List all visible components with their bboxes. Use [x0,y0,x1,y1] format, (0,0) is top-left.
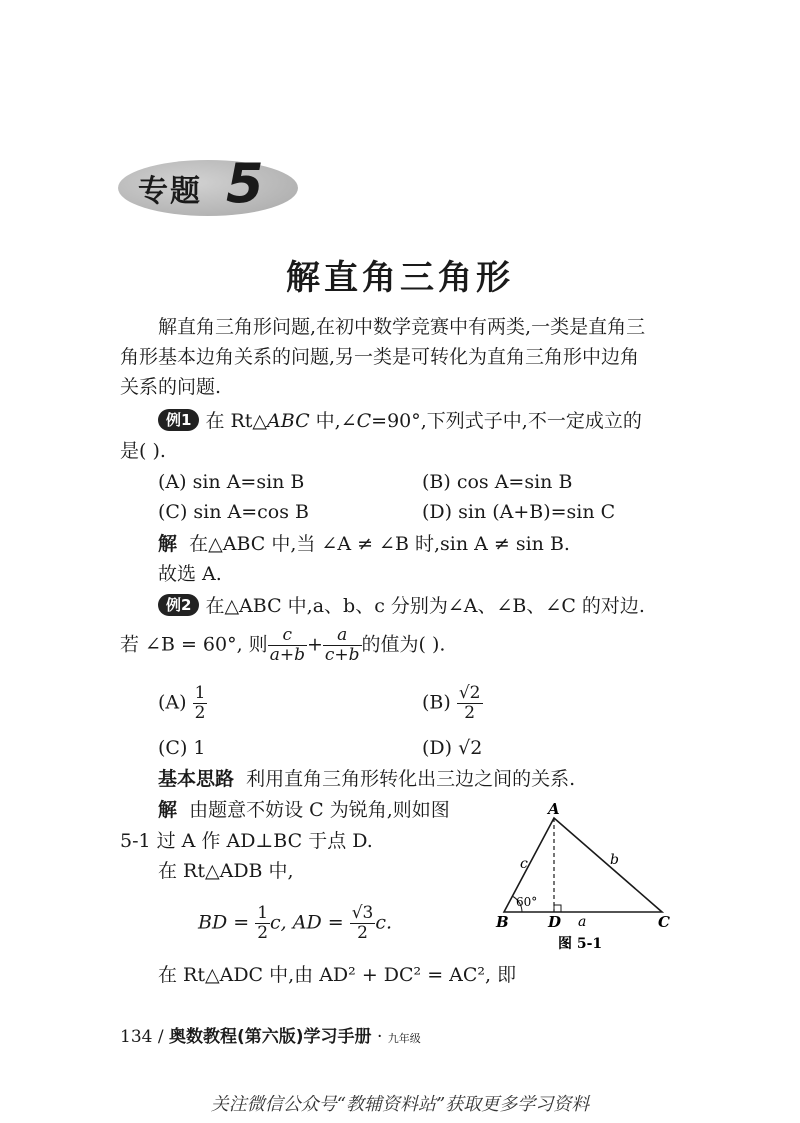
example2-option-b: (B) $\frac{√2}{2}$ [422,683,481,723]
side-a-label: a [578,914,587,930]
example1-answer: 故选 A. [158,563,222,585]
example1-q-c: C [356,410,372,432]
example1-option-d: (D) sin (A+B)=sin C [422,501,616,523]
example1-option-c: (C) sin A=cos B [158,501,309,523]
triangle-figure [488,802,678,954]
example2-solution [158,797,450,823]
side-c-label: c [520,856,528,872]
side-b-label: b [610,852,619,868]
page-footer [120,1022,421,1047]
example2-tag: 例2 [158,594,199,616]
fraction-one-half-eq: $\frac{1}{2}$ [257,903,269,943]
example1-q-post: =90°,下列式子中,不一定成立的 [371,410,642,432]
example2-solution-label: 解 [158,799,178,821]
angle-60-label: 60° [516,895,538,909]
topic-label: 专题 [138,174,202,209]
example1-question-line2: 是( ). [120,440,166,462]
fraction-c-over-a-plus-b: $\frac{c}{a+b}$ [269,625,305,665]
example1-q-abc: ABC [267,410,310,432]
example2-idea [158,766,575,792]
example2-solution-line3: 在 Rt△ADB 中, [158,860,294,882]
plus-sign: + [306,633,323,656]
example2-question-line2 [120,626,445,665]
example1-question [158,408,642,434]
example2-option-c: (C) 1 [158,737,206,759]
example1-option-b: (B) cos A=sin B [422,471,573,493]
example2-solution-line2: 5-1 过 A 作 AD⊥BC 于点 D. [120,830,373,852]
fraction-sqrt2-over-2: $\frac{√2}{2}$ [458,683,481,723]
example1-solution-label: 解 [158,533,178,555]
example1-q-mid: 中,∠ [309,410,357,432]
example2-q-line1: 在△ABC 中,a、b、c 分别为∠A、∠B、∠C 的对边. [205,595,645,617]
example2-q-post: 的值为( ). [361,633,446,656]
example1-solution-text: 在△ABC 中,当 ∠A ≠ ∠B 时,sin A ≠ sin B. [189,533,570,555]
fraction-one-half: $\frac{1}{2}$ [194,683,206,723]
label-b: B [496,913,509,931]
example2-solution-line4: 在 Rt△ADC 中,由 AD² + DC² = AC², 即 [158,964,517,986]
intro-line-1: 解直角三角形问题,在初中数学竞赛中有两类,一类是直角三 [158,316,646,338]
page-title: 解直角三角形 [286,258,514,298]
intro-line-3: 关系的问题. [120,376,222,398]
label-c: C [658,913,670,931]
idea-label: 基本思路 [158,768,235,790]
figure-caption: 图 5-1 [558,936,603,952]
label-a: A [548,802,560,818]
page-number: 134 / [120,1027,164,1047]
example1-q-pre: 在 Rt△ [205,410,268,432]
footer-dot: · [376,1027,383,1047]
example2-q-pre: 若 ∠B = 60°, 则 [120,633,268,656]
example1-option-a: (A) sin A=sin B [158,471,305,493]
fraction-sqrt3-over-2: $\frac{√3}{2}$ [351,903,374,943]
topic-number: 5 [226,152,264,215]
grade-label: 九年级 [387,1032,421,1045]
example1-tag: 例1 [158,409,199,431]
right-angle-mark [554,905,561,912]
example1-solution [158,531,570,557]
example2-option-a: (A) $\frac{1}{2}$ [158,683,206,723]
example2-solution-text: 由题意不妨设 C 为锐角,则如图 [189,799,450,821]
watermark-text: 关注微信公众号“教辅资料站”获取更多学习资料 [210,1094,590,1115]
book-title: 奥数教程(第六版)学习手册 [169,1027,372,1047]
label-d: D [548,913,562,931]
equation-bd-ad: BD = $\frac{1}{2}$ c, AD = $\frac{√3}{2}$ c. [198,903,393,943]
example2-option-d: (D) √2 [422,737,483,759]
example2-question [158,593,645,619]
intro-line-2: 角形基本边角关系的问题,另一类是可转化为直角三角形中边角 [120,346,640,368]
fraction-a-over-c-plus-b: $\frac{a}{c+b}$ [324,625,360,665]
idea-text: 利用直角三角形转化出三边之间的关系. [246,768,576,790]
